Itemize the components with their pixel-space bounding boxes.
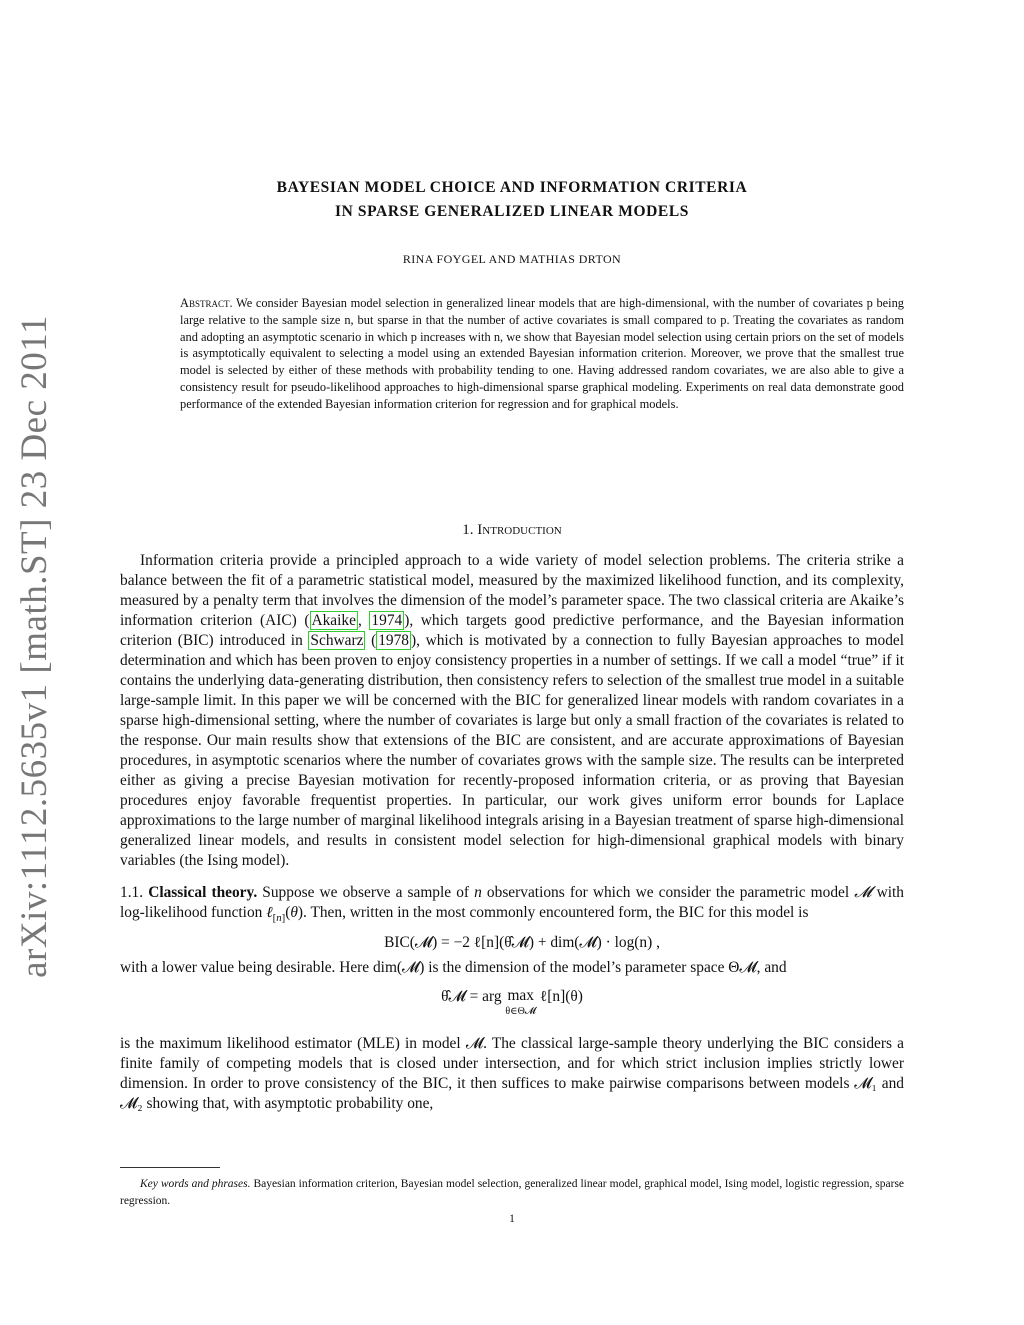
paper-title xyxy=(120,176,904,224)
page-number: 1 xyxy=(509,1213,515,1225)
citation-schwarz-year-link[interactable]: 1978 xyxy=(378,632,409,649)
keywords-text: Bayesian information criterion, Bayesian model selection, generalized linear model, graphical model, Ising model, logistic regression, sparse regression. xyxy=(120,1178,905,1207)
classical-theory-paragraph: 1.1. Classical theory. Suppose we observe a sample of n observations for which we consider the parametric model 𝓜 with log-likelihood function ℓ$_{[n]}$(θ). Then, written in the most commonly encountered form, the BIC for this model is xyxy=(120,884,904,925)
abstract-label: Abstract. xyxy=(180,296,233,310)
citation-schwarz-link[interactable]: Schwarz xyxy=(310,632,364,649)
citation-akaike-link[interactable]: Akaike xyxy=(311,612,356,629)
section-heading-introduction xyxy=(120,522,904,539)
bic-equation: BIC(𝓜) = −2 ℓ[n](θ̂𝓜) + dim(𝓜) · log(n) , xyxy=(384,934,660,952)
mle-paragraph: is the maximum likelihood estimator (MLE) in model 𝓜. The classical large-sample theory underlying the BIC considers a finite family of competing models that is closed under intersection, and for which strict inclusion implies strictly lower dimension. In order to prove consistency of the BIC, it then suffices to make pairwise comparisons between models 𝓜₁ and 𝓜₂ showing that, with asymptotic probability one, xyxy=(120,1035,904,1113)
abstract xyxy=(180,295,904,413)
subsection-number: 1.1. xyxy=(120,884,144,901)
section-title: Introduction xyxy=(477,522,562,538)
footnote-divider xyxy=(120,1167,220,1168)
arxiv-identifier: arXiv:1112.5635v1 [math.ST] 23 Dec 2011 xyxy=(13,314,55,978)
title-line-1: BAYESIAN MODEL CHOICE AND INFORMATION CRITERIA xyxy=(276,179,748,196)
intro-paragraph: Information criteria provide a principled approach to a wide variety of model selection problems. The criteria strike a balance between the fit of a parametric statistical model, measured by the maximized likelihood function, and its complexity, measured by a penalty term that involves the dimension of the model’s parameter space. The two classical criteria are Akaike’s information criterion (AIC) ( Akaike , 1974 ), which targets good predictive performance, and the Bayesian information criterion (BIC) introduced in Schwarz ( 1978 ), which is motivated by a connection to fully Bayesian approaches to model determination and which has been proven to enjoy consistency properties in a number of settings. If we call a model “true” if it contains the underlying data-generating distribution, then consistency refers to selection of the smallest true model in a suitable large-sample limit. In this paper we will be concerned with the BIC for generalized linear models with random covariates in a sparse high-dimensional setting, where the number of covariates is large but only a small fraction of the covariates is related to the response. Our main results show that extensions of the BIC are consistent, and are accurate approximations of Bayesian procedures, in asymptotic scenarios where the number of covariates grows with the sample size. The results can be interpreted either as giving a precise Bayesian motivation for recently-proposed information criteria, or as proving that Bayesian procedures enjoy favorable frequentist properties. In particular, our work gives uniform error bounds for Laplace approximations to the large number of marginal likelihood integrals arising in a Bayesian treatment of sparse high-dimensional generalized linear models, and results in consistent model selection for high-dimensional graphical models with binary variables (the Ising model). xyxy=(120,552,905,869)
footnote-keywords xyxy=(120,1176,904,1210)
title-line-2: IN SPARSE GENERALIZED LINEAR MODELS xyxy=(334,203,690,220)
mle-equation: θ̂𝓜 = arg max θ∈Θ𝓜 ℓ[n](θ) xyxy=(441,987,583,1018)
section-number: 1. xyxy=(462,522,474,538)
bic-explanation: with a lower value being desirable. Here dim(𝓜) is the dimension of the model’s parameter space Θ𝓜, and xyxy=(120,959,787,977)
keywords-label: Key words and phrases. xyxy=(140,1178,251,1190)
author-list: RINA FOYGEL AND MATHIAS DRTON xyxy=(402,252,622,266)
introduction-body xyxy=(120,551,904,1114)
arxiv-sidebar-stamp xyxy=(3,314,65,978)
citation-akaike-year-link[interactable]: 1974 xyxy=(371,612,403,629)
subsection-title: Classical theory. xyxy=(148,884,258,901)
abstract-text: We consider Bayesian model selection in generalized linear models that are high-dimensional, with the number of covariates p being large relative to the sample size n, but sparse in that the number of active covariates is small compared to p. Treating the covariates as random and adopting an asymptotic scenario in which p increases with n, we show that Bayesian model selection using certain priors on the set of models is asymptotically equivalent to selecting a model using an extended Bayesian information criterion. Moreover, we prove that the smallest true model is selected by either of these methods with probability tending to one. Having addressed random covariates, we are also able to give a consistency result for pseudo-likelihood approaches to high-dimensional sparse graphical modeling. Experiments on real data demonstrate good performance of the extended Bayesian information criterion for regression and for graphical models. xyxy=(180,296,904,411)
